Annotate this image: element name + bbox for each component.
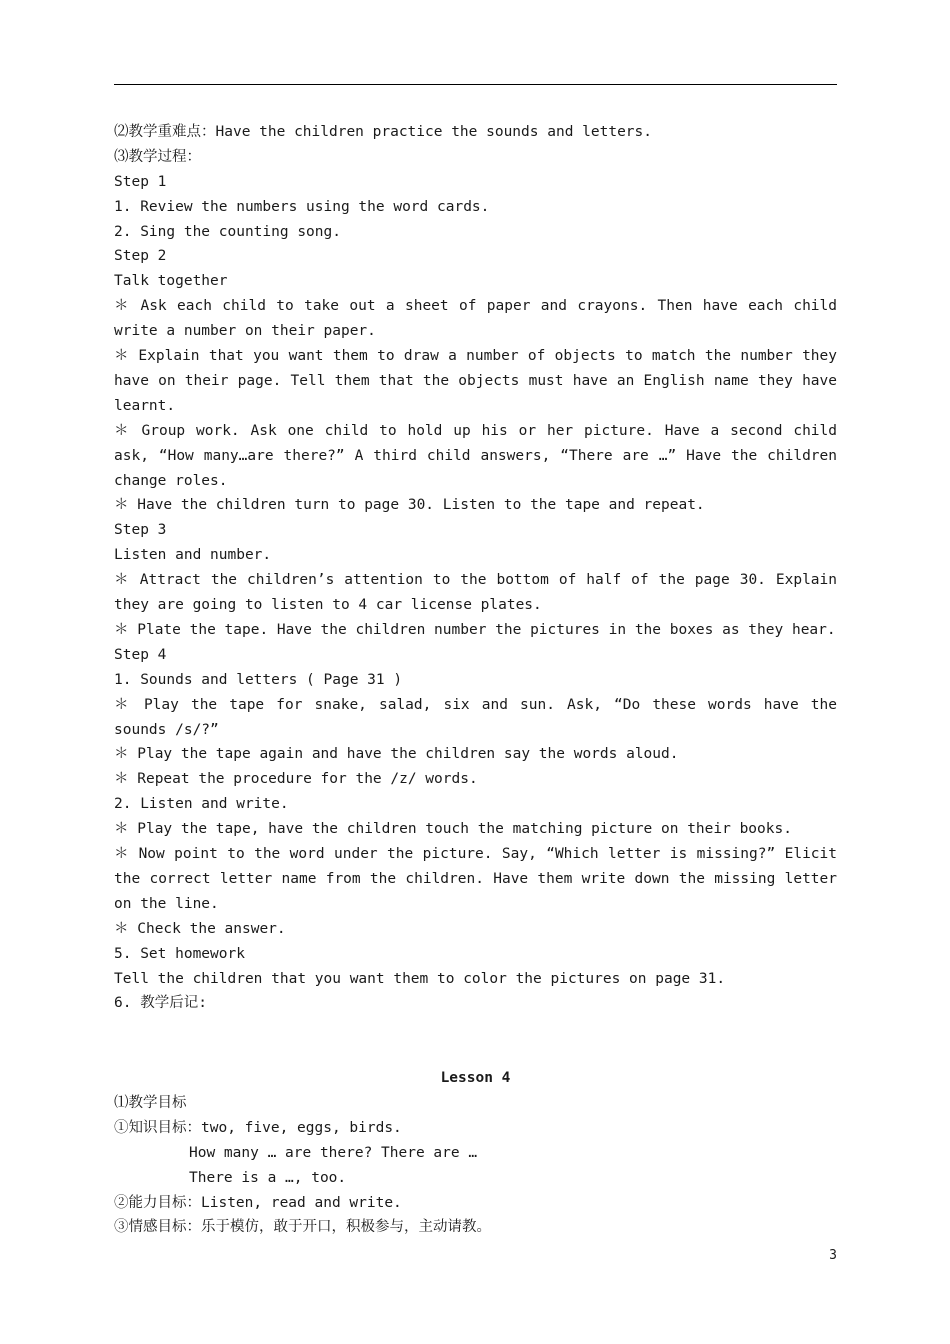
step-heading: Step 1	[114, 173, 167, 190]
list-item: 2. Sing the counting song.	[114, 223, 341, 240]
activity-title: Talk together	[114, 273, 228, 290]
bullet-paragraph: ＊ Check the answer.	[114, 920, 286, 937]
spacer	[114, 1016, 837, 1041]
bullet-paragraph: ＊ Group work. Ask one child to hold up his or her picture. Have a second child ask, “How many…are there?” A third child answers, “There are …” Have the children change roles.	[114, 422, 837, 489]
bullet-paragraph: ＊ Play the tape, have the children touch the matching picture on their books.	[114, 821, 792, 838]
document-body	[114, 120, 837, 1240]
lesson-title: Lesson 4	[440, 1070, 511, 1087]
bullet-paragraph: ＊ Play the tape for snake, salad, six and sun. Ask, “Do these words have the sounds /s/?”	[114, 696, 837, 738]
step-heading: Step 3	[114, 522, 167, 539]
bullet-paragraph: ＊ Ask each child to take out a sheet of paper and crayons. Then have each child write a number on their paper.	[114, 298, 837, 340]
bullet-paragraph: ＊ Plate the tape. Have the children number the pictures in the boxes as they hear.	[114, 621, 836, 638]
list-item: 1. Sounds and letters ( Page 31 )	[114, 671, 403, 688]
goals-heading: ⑴教学目标	[114, 1094, 187, 1111]
bullet-paragraph: ＊ Repeat the procedure for the /z/ words.	[114, 771, 478, 788]
spacer	[114, 1041, 837, 1066]
step-heading: Step 2	[114, 248, 167, 265]
sentence-pattern: How many … are there? There are …	[189, 1144, 478, 1161]
bullet-paragraph: ＊ Explain that you want them to draw a number of objects to match the number they have on their page. Tell them that the objects must have an English name they have learnt.	[114, 348, 837, 414]
list-item: 1. Review the numbers using the word cards.	[114, 198, 490, 215]
homework-line: Tell the children that you want them to color the pictures on page 31.	[114, 970, 726, 987]
step-heading: Step 4	[114, 646, 167, 663]
bullet-paragraph: ＊ Now point to the word under the picture. Say, “Which letter is missing?” Elicit the correct letter name from the children. Have them write down the missing letter on the line.	[114, 846, 837, 912]
list-item: 2. Listen and write.	[114, 796, 289, 813]
ability-goal: ②能力目标：Listen, read and write.	[114, 1194, 402, 1211]
header-rule	[114, 84, 837, 85]
knowledge-goal: ①知识目标：two, five, eggs, birds.	[114, 1119, 402, 1136]
process-heading: ⑶教学过程：	[114, 148, 201, 165]
reflection-line: 6. 教学后记:	[114, 995, 207, 1012]
key-points-line: ⑵教学重难点：Have the children practice the sounds and letters.	[114, 124, 652, 140]
emotion-goal: ③情感目标：乐于模仿，敢于开口，积极参与，主动请教。	[114, 1219, 491, 1236]
sentence-pattern: There is a …, too.	[189, 1169, 347, 1186]
page-number: 3	[829, 1248, 837, 1263]
list-item: 5. Set homework	[114, 945, 245, 962]
bullet-paragraph: ＊ Play the tape again and have the children say the words aloud.	[114, 746, 679, 763]
bullet-paragraph: ＊ Have the children turn to page 30. Listen to the tape and repeat.	[114, 497, 705, 514]
activity-title: Listen and number.	[114, 547, 272, 564]
bullet-paragraph: ＊ Attract the children’s attention to the bottom of half of the page 30. Explain they are going to listen to 4 car license plates.	[114, 572, 837, 614]
